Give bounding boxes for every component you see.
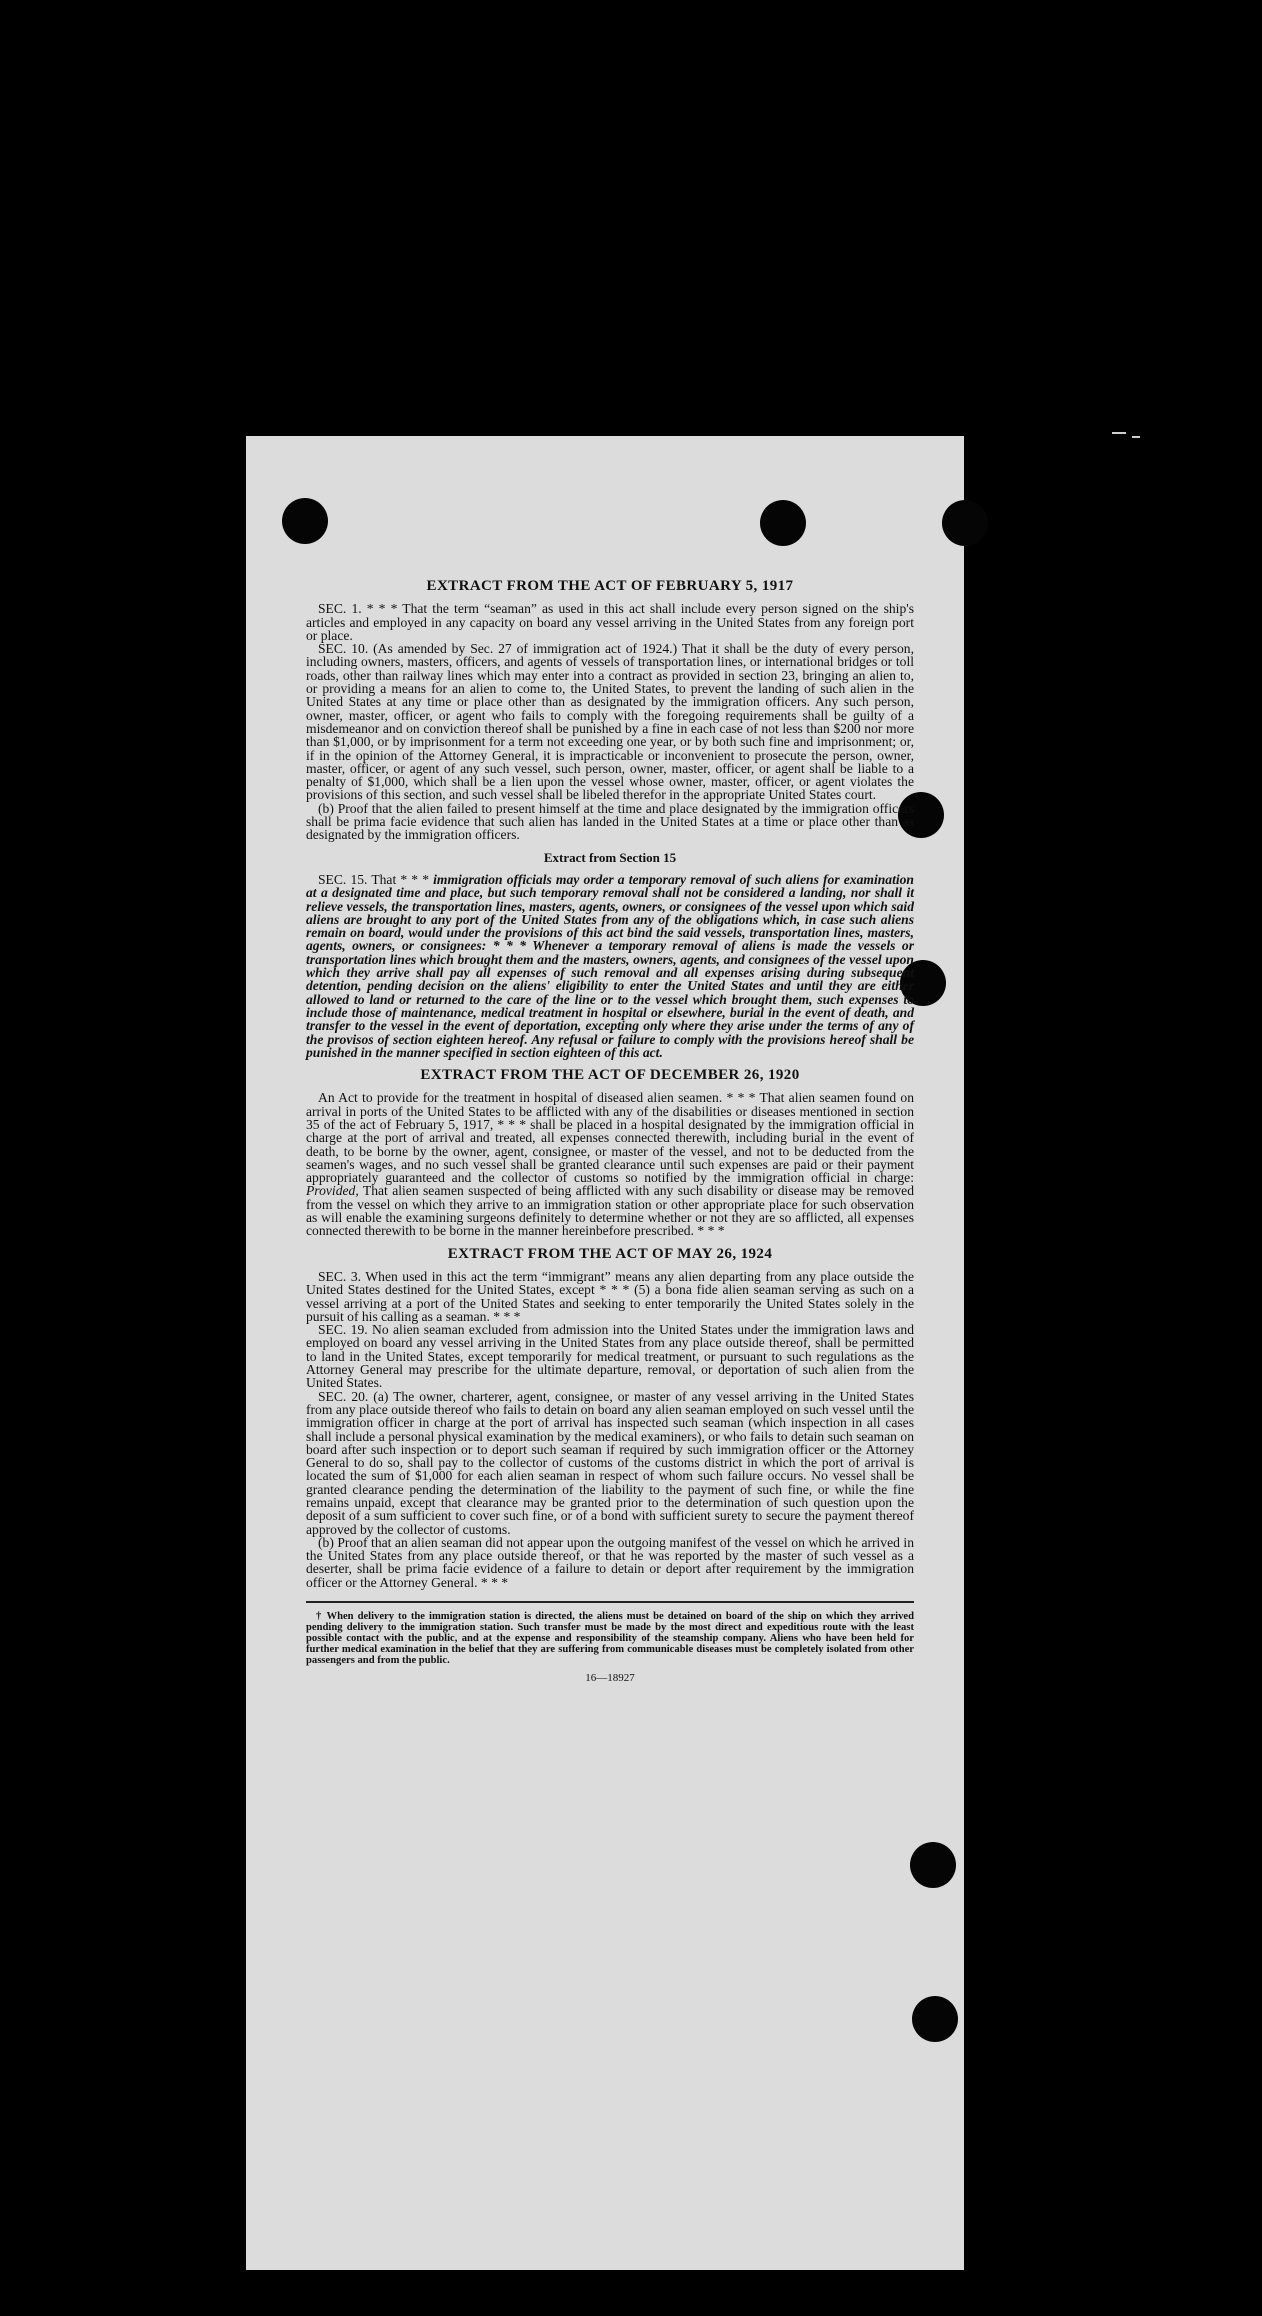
section-10b: (b) Proof that the alien failed to present himself at the time and place designated by the immigration officers shall be prima facie evidence that such alien has landed in the United States at a time or place other than as designated by the immigration officers. [306, 800, 914, 843]
punch-hole [910, 1842, 956, 1888]
footnote-divider [306, 1601, 914, 1603]
heading-act-1920: EXTRACT FROM THE ACT OF DECEMBER 26, 1920 [420, 1067, 800, 1084]
section-20a: SEC. 20. (a) The owner, charterer, agent, consignee, or master of any vessel arriving in the United States from any place outside thereof who fails to detain on board any alien seaman employed on such vessel until the immigration officer in charge at the port of arrival has inspected such seaman (which inspection in all cases shall include a personal physical examination by the medical examiners), or who fails to detain such seaman on board after such inspection or to deport such seaman if required by such immigration officer or the Attorney General to do so, shall pay to the collector of customs of the customs district in which the port of arrival is located the sum of $1,000 for each alien seaman in respect of whom such failure occurs. No vessel shall be granted clearance pending the determination of the liability to the payment of such fine, or while the fine remains unpaid, except that clearance may be granted prior to the determination of such question upon the deposit of a sum sufficient to cover such fine, or of a bond with sufficient surety to secure the payment thereof approved by the collector of customs. [306, 1388, 914, 1537]
punch-hole [760, 500, 806, 546]
heading-act-1917: EXTRACT FROM THE ACT OF FEBRUARY 5, 1917 [426, 578, 794, 594]
act-1920-provided: Provided, [306, 1183, 359, 1199]
section-15-body: immigration officials may order a temporary removal of such aliens for examination at a designated time and place, but such temporary removal shall not be considered a landing, nor shall it relieve vessels, the transportation lines, masters, agents, owners, or consignees of the vessel upon which said aliens are brought to any port of the United States from any of the obligations which, in case such aliens remain on board, would under the provisions of this act bind the said vessels, transportation lines, masters, agents, owners, or consignees: * * * Whenever a temporary removal of aliens is made the vessels or transportation lines which brought them and the masters, owners, agents, and consignees of the vessel upon which they arrive shall pay all expenses of such removal and all expenses arising during subsequent detention, pending decision on the aliens' eligibility to enter the United States and until they are either allowed to land or returned to the care of the line or to the vessel which brought them, such expenses to include those of maintenance, medical treatment in hospital or elsewhere, burial in the event of death, and transfer to the vessel in the event of deportation, excepting only where they arise under the terms of any of the provisos of section eighteen hereof. Any refusal or failure to comply with the provisions hereof shall be punished in the manner specified in section eighteen of this act. [306, 871, 914, 1060]
scan-artifact [1132, 436, 1140, 438]
heading-act-1924: EXTRACT FROM THE ACT OF MAY 26, 1924 [447, 1245, 773, 1262]
punch-hole [912, 1996, 958, 2042]
section-15-intro: SEC. 15. That * * * [318, 871, 429, 887]
section-20b: (b) Proof that an alien seaman did not appear upon the outgoing manifest of the vessel on which he arrived in the United States from any place outside thereof, or that he was reported by the master of such vessel as a deserter, shall be prima facie evidence of a failure to detain or deport after requirement by the immigration officer or the Attorney General. * * * [306, 1534, 914, 1590]
act-1920-part-b: That alien seamen suspected of being afflicted with any such disability or disease may be removed from the vessel on which they arrive to an immigration station or other appropriate place for such observation as will enable the examining surgeons definitely to determine whether or not they are so afflicted, all expenses connected therewith to be borne in the manner hereinbefore prescribed. * * * [306, 1183, 914, 1239]
heading-section-15: Extract from Section 15 [543, 849, 677, 865]
section-19: SEC. 19. No alien seaman excluded from admission into the United States under the immigration laws and employed on board any vessel arriving in the United States from any place outside thereof, shall be permitted to land in the United States, except temporarily for medical treatment, or pursuant to such regulations as the Attorney General may prescribe for the ultimate departure, removal, or deportation of such alien from the United States. [306, 1322, 914, 1391]
form-number: 16—18927 [585, 1672, 635, 1685]
document-text [306, 580, 914, 1685]
act-1920-part-a: An Act to provide for the treatment in hospital of diseased alien seamen. * * * That alien seamen found on arrival in ports of the United States to be afflicted with any of the disabilities or diseases mentioned in section 35 of the act of February 5, 1917, * * * shall be placed in a hospital designated by the immigration official in charge at the port of arrival and treated, all expenses connected therewith, including burial in the event of death, to be borne by the owner, agent, consignee, or master of the vessel, and not to be deducted from the seamen's wages, and no such vessel shall be granted clearance until such expenses are paid or their payment appropriately guaranteed and the collector of customs so notified by the immigration official in charge: [306, 1090, 914, 1186]
act-1920-text [306, 1091, 914, 1237]
punch-hole [942, 500, 988, 546]
section-3: SEC. 3. When used in this act the term “immigrant” means any alien departing from any place outside the United States destined for the United States, except * * * (5) a bona fide alien seaman serving as such on a vessel arriving at a port of the United States and seeking to enter temporarily the United States solely in the pursuit of his calling as a seaman. * * * [306, 1268, 914, 1324]
section-1: SEC. 1. * * * That the term “seaman” as used in this act shall include every person signed on the ship's articles and employed in any capacity on board any vessel arriving in the United States from any foreign port or place. [306, 601, 914, 643]
section-15 [306, 873, 914, 1059]
scan-artifact [1112, 432, 1126, 434]
footnote: † When delivery to the immigration station is directed, the aliens must be detained on board of the ship on which they arrived pending delivery to the immigration station. Such transfer must be made by the most direct and expeditious route with the least possible contact with the public, and at the expense and responsibility of the steamship company. Aliens who have been held for further medical examination in the belief that they are suffering from communicable diseases must be completely isolated from other passengers and from the public. [306, 1611, 914, 1667]
section-10: SEC. 10. (As amended by Sec. 27 of immigration act of 1924.) That it shall be the duty of every person, including owners, masters, officers, and agents of vessels of transportation lines, or international bridges or toll roads, other than railway lines which may enter into a contract as provided in section 23, bringing an alien to, or providing a means for an alien to come to, the United States, to prevent the landing of such alien in the United States at any time or place other than as designated by the immigration officers. Any such person, owner, master, officer, or agent who fails to comply with the foregoing requirements shall be guilty of a misdemeanor and on conviction thereof shall be punished by a fine in each case of not less than $200 nor more than $1,000, or by imprisonment for a term not exceeding one year, or by both such fine and imprisonment; or, if in the opinion of the Attorney General, it is impracticable or inconvenient to prosecute the person, owner, master, officer, or agent of any such vessel, such person, owner, master, officer, or agent shall be liable to a penalty of $1,000, which shall be a lien upon the vessel whose owner, master, officer, or agent violates the provisions of this section, and such vessel shall be libeled therefor in the appropriate United States court. [306, 641, 914, 803]
punch-hole [282, 498, 328, 544]
document-page [246, 436, 964, 2270]
